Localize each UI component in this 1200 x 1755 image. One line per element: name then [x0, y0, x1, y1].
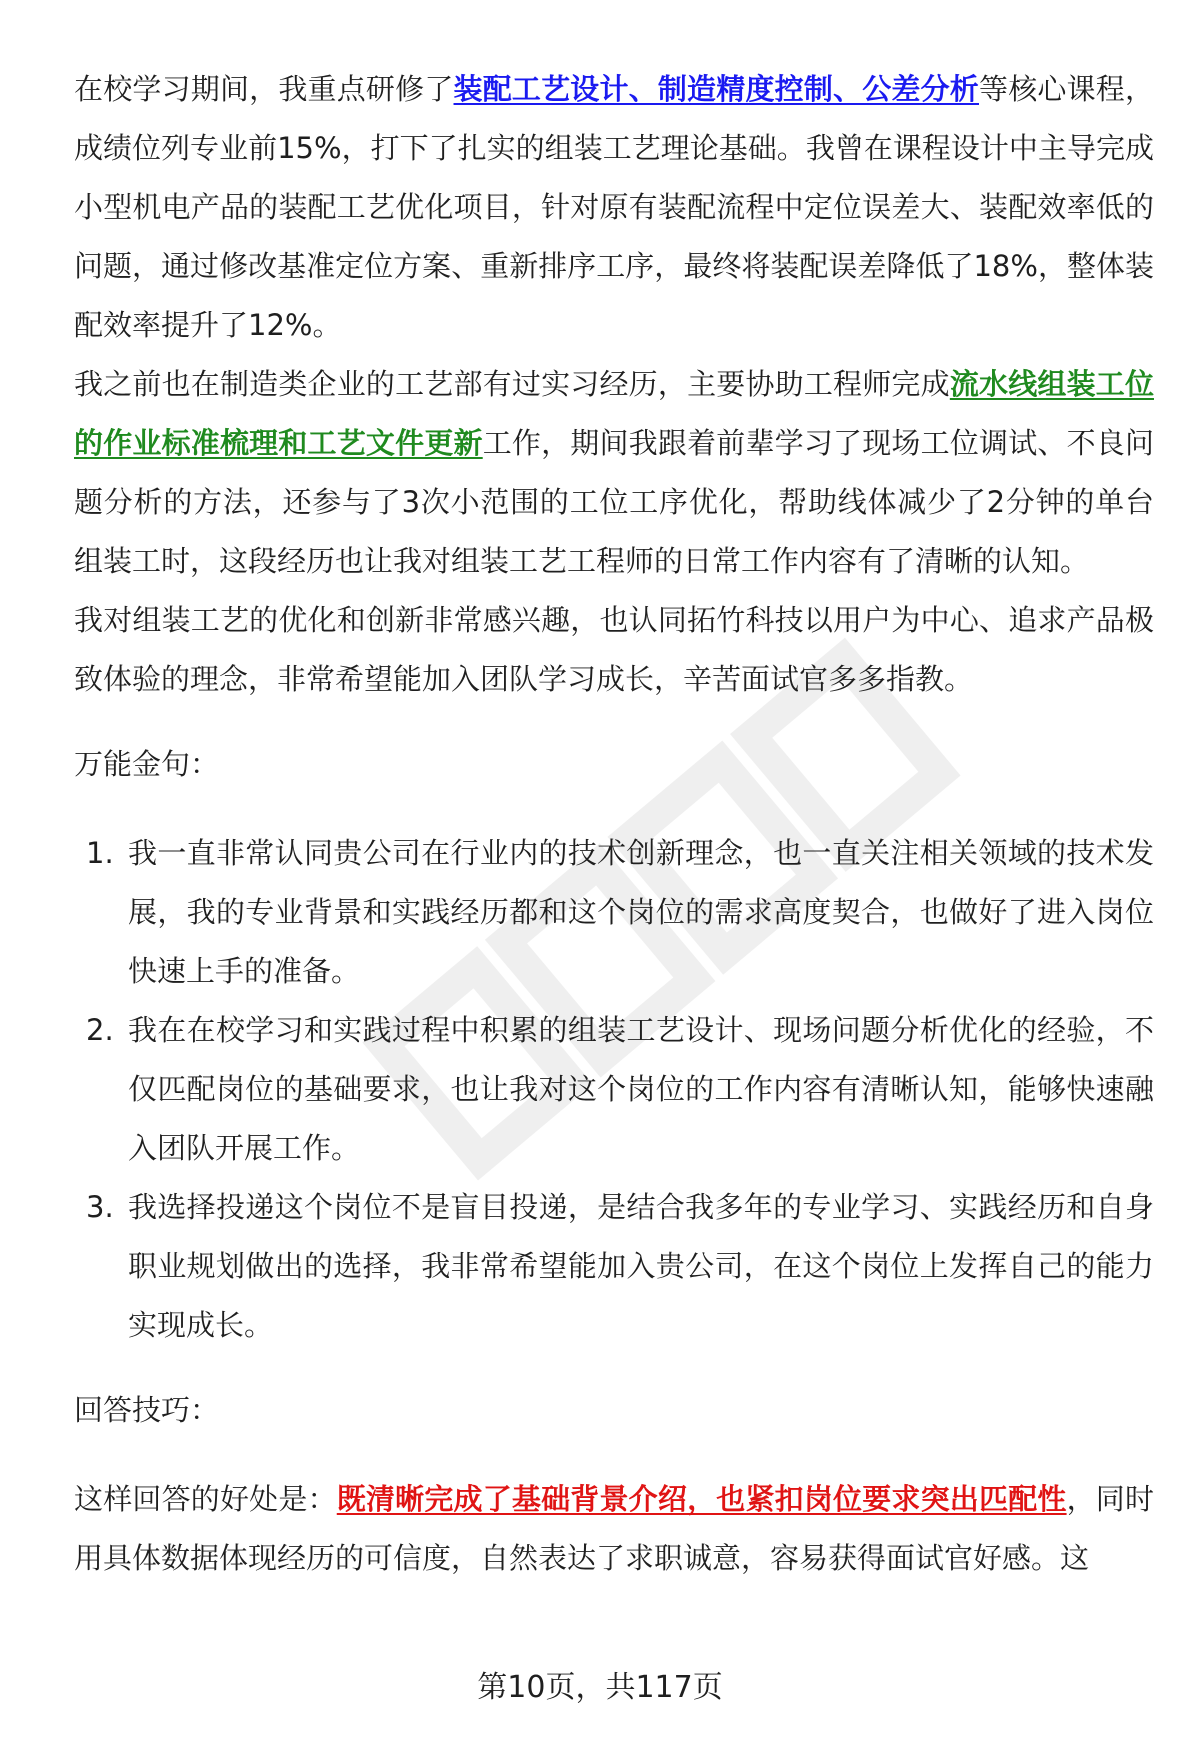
answer-tips-heading: 回答技巧：	[74, 1393, 220, 1427]
golden-sentences-heading: 万能金句：	[74, 747, 220, 781]
list-item: 1. 我一直非常认同贵公司在行业内的技术创新理念，也一直关注相关领域的技术发展，我的专业背景和实践经历都和这个岗位的需求高度契合，也做好了进入岗位快速上手的准备。	[86, 836, 1154, 988]
golden-sentences-list	[74, 824, 1154, 1355]
intro-paragraph-motivation: 我对组装工艺的优化和创新非常感兴趣，也认同拓竹科技以用户为中心、追求产品极致体验的理念，非常希望能加入团队学习成长，辛苦面试官多多指教。	[74, 603, 1154, 696]
list-item: 3. 我选择投递这个岗位不是盲目投递，是结合我多年的专业学习、实践经历和自身职业规划做出的选择，我非常希望能加入贵公司，在这个岗位上发挥自己的能力实现成长。	[86, 1190, 1154, 1342]
intro-paragraph-coursework: 在校学习期间，我重点研修了装配工艺设计、制造精度控制、公差分析等核心课程，成绩位列专业前15%，打下了扎实的组装工艺理论基础。我曾在课程设计中主导完成小型机电产品的装配工艺优化项目，针对原有装配流程中定位误差大、装配效率低的问题，通过修改基准定位方案、重新排序工序，最终将装配误差降低了18%，整体装配效率提升了12%。	[74, 72, 1154, 342]
intro-paragraph-internship: 我之前也在制造类企业的工艺部有过实习经历，主要协助工程师完成流水线组装工位的作业标准梳理和工艺文件更新工作，期间我跟着前辈学习了现场工位调试、不良问题分析的方法，还参与了3次小范围的工位工序优化，帮助线体减少了2分钟的单台组装工时，这段经历也让我对组装工艺工程师的日常工作内容有了清晰的认知。	[74, 367, 1154, 578]
highlight-internship-duties: 流水线组装工位的作业标准梳理和工艺文件更新	[74, 367, 1154, 460]
document-body	[74, 60, 1154, 1588]
list-item: 2. 我在在校学习和实践过程中积累的组装工艺设计、现场问题分析优化的经验，不仅匹配岗位的基础要求，也让我对这个岗位的工作内容有清晰认知，能够快速融入团队开展工作。	[86, 1013, 1154, 1165]
answer-tips-paragraph: 这样回答的好处是：既清晰完成了基础背景介绍，也紧扣岗位要求突出匹配性，同时用具体数据体现经历的可信度，自然表达了求职诚意，容易获得面试官好感。这	[74, 1482, 1154, 1575]
highlight-tips-key-point: 既清晰完成了基础背景介绍，也紧扣岗位要求突出匹配性	[336, 1482, 1067, 1516]
highlight-courses: 装配工艺设计、制造精度控制、公差分析	[453, 72, 979, 106]
page-number-footer: 第10页，共117页	[477, 1670, 723, 1705]
